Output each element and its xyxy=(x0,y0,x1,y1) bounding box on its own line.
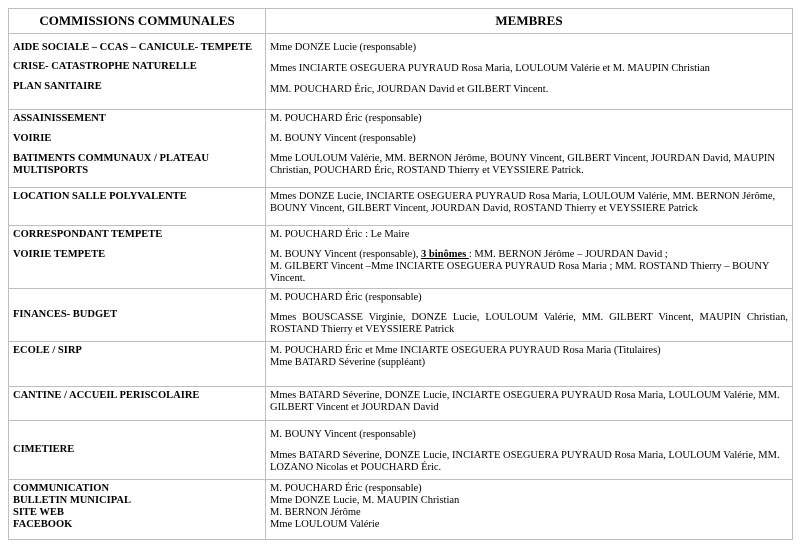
member-text: Mme BATARD Séverine (suppléant) xyxy=(270,357,426,368)
member-text: M. BERNON Jérôme xyxy=(270,507,361,518)
member-text: Mmes BATARD Séverine, DONZE Lucie, INCIARTE OSEGUERA PUYRAUD Rosa Maria, LOULOUM Valérie, MM. LOZANO Nicolas et POUCHARD Éric. xyxy=(270,450,780,473)
commission-label: PLAN SANITAIRE xyxy=(13,81,102,92)
commission-label: ECOLE / SIRP xyxy=(13,345,82,356)
commission-label: CORRESPONDANT TEMPETE xyxy=(13,229,163,240)
commission-label: AIDE SOCIALE – CCAS – CANICULE- TEMPETE xyxy=(13,42,253,53)
member-text: Mmes DONZE Lucie, INCIARTE OSEGUERA PUYRAUD Rosa Maria, LOULOUM Valérie, MM. BERNON Jérôme, BOUNY Vincent, GILBERT Vincent, JOURDAN David, ROSTAND Thierry et VEYSSIERE Patrick xyxy=(270,191,776,214)
members-cell xyxy=(266,480,793,540)
members-cell xyxy=(266,110,793,188)
member-text: M. BOUNY Vincent (responsable), xyxy=(270,249,422,260)
members-cell xyxy=(266,421,793,480)
commission-cell xyxy=(9,110,266,188)
commission-cell xyxy=(9,34,266,110)
header-membres: MEMBRES xyxy=(266,9,793,34)
members-cell xyxy=(266,387,793,421)
member-text: M. BOUNY Vincent (responsable) xyxy=(270,429,416,440)
commission-cell xyxy=(9,421,266,480)
member-text: : MM. BERNON Jérôme – JOURDAN David ; xyxy=(468,249,668,260)
commission-cell xyxy=(9,387,266,421)
table-row xyxy=(9,226,793,289)
member-text: MM. POUCHARD Éric, JOURDAN David et GILBERT Vincent. xyxy=(270,84,549,95)
header-commissions: COMMISSIONS COMMUNALES xyxy=(9,9,266,34)
commission-label: VOIRIE TEMPETE xyxy=(13,249,106,260)
commission-cell xyxy=(9,289,266,342)
commission-label: CIMETIERE xyxy=(13,444,75,455)
commission-label: COMMUNICATION xyxy=(13,483,110,494)
table-row xyxy=(9,34,793,110)
header-row xyxy=(9,9,793,34)
table-row xyxy=(9,289,793,342)
commission-label: ASSAINISSEMENT xyxy=(13,113,106,124)
commission-cell xyxy=(9,226,266,289)
commission-label: CANTINE / ACCUEIL PERISCOLAIRE xyxy=(13,390,200,401)
table-row xyxy=(9,387,793,421)
commission-label: CRISE- CATASTROPHE NATURELLE xyxy=(13,61,197,72)
commission-label: FINANCES- BUDGET xyxy=(13,309,118,320)
member-text: Mmes BATARD Séverine, DONZE Lucie, INCIARTE OSEGUERA PUYRAUD Rosa Maria, LOULOUM Valérie, MM. GILBERT Vincent et JOURDAN David xyxy=(270,390,780,413)
member-text: Mme DONZE Lucie (responsable) xyxy=(270,42,417,53)
member-text: M. POUCHARD Éric : Le Maire xyxy=(270,229,410,240)
member-text: M. POUCHARD Éric (responsable) xyxy=(270,292,422,303)
member-text: M. POUCHARD Éric (responsable) xyxy=(270,113,422,124)
member-text: Mme LOULOUM Valérie, MM. BERNON Jérôme, BOUNY Vincent, GILBERT Vincent, JOURDAN David, MAUPIN Christian, POUCHARD Éric, ROSTAND Thierry et VEYSSIERE Patrick. xyxy=(270,153,775,176)
commission-label: LOCATION SALLE POLYVALENTE xyxy=(13,191,187,202)
commission-label: FACEBOOK xyxy=(13,519,73,530)
members-cell xyxy=(266,342,793,387)
members-cell xyxy=(266,34,793,110)
commission-label: BATIMENTS COMMUNAUX / PLATEAU MULTISPORTS xyxy=(13,153,209,176)
member-text: Mme LOULOUM Valérie xyxy=(270,519,380,530)
members-cell xyxy=(266,226,793,289)
member-text: Mmes INCIARTE OSEGUERA PUYRAUD Rosa Maria, LOULOUM Valérie et M. MAUPIN Christian xyxy=(270,63,710,74)
commission-cell xyxy=(9,480,266,540)
voirie-tempete-members xyxy=(270,249,788,285)
table-row xyxy=(9,342,793,387)
table-row xyxy=(9,480,793,540)
binomes-label: 3 binômes xyxy=(421,249,469,260)
member-text: M. POUCHARD Éric et Mme INCIARTE OSEGUERA PUYRAUD Rosa Maria (Titulaires) xyxy=(270,345,661,356)
table-row xyxy=(9,421,793,480)
commission-label: BULLETIN MUNICIPAL xyxy=(13,495,131,506)
member-text: Mme DONZE Lucie, M. MAUPIN Christian xyxy=(270,495,460,506)
commission-label: SITE WEB xyxy=(13,507,64,518)
member-text: Mmes BOUSCASSE Virginie, DONZE Lucie, LOULOUM Valérie, MM. GILBERT Vincent, MAUPIN Christian, ROSTAND Thierry et VEYSSIERE Patrick xyxy=(270,312,788,335)
members-cell xyxy=(266,289,793,342)
members-cell xyxy=(266,188,793,226)
commission-cell xyxy=(9,188,266,226)
member-text: M. POUCHARD Éric (responsable) xyxy=(270,483,422,494)
table-row xyxy=(9,110,793,188)
commissions-table xyxy=(8,8,793,540)
member-text: M. BOUNY Vincent (responsable) xyxy=(270,133,416,144)
table-row xyxy=(9,188,793,226)
commission-cell xyxy=(9,342,266,387)
member-text: M. GILBERT Vincent –Mme INCIARTE OSEGUERA PUYRAUD Rosa Maria ; MM. ROSTAND Thierry – BOUNY Vincent. xyxy=(270,261,770,284)
commission-label: VOIRIE xyxy=(13,133,52,144)
